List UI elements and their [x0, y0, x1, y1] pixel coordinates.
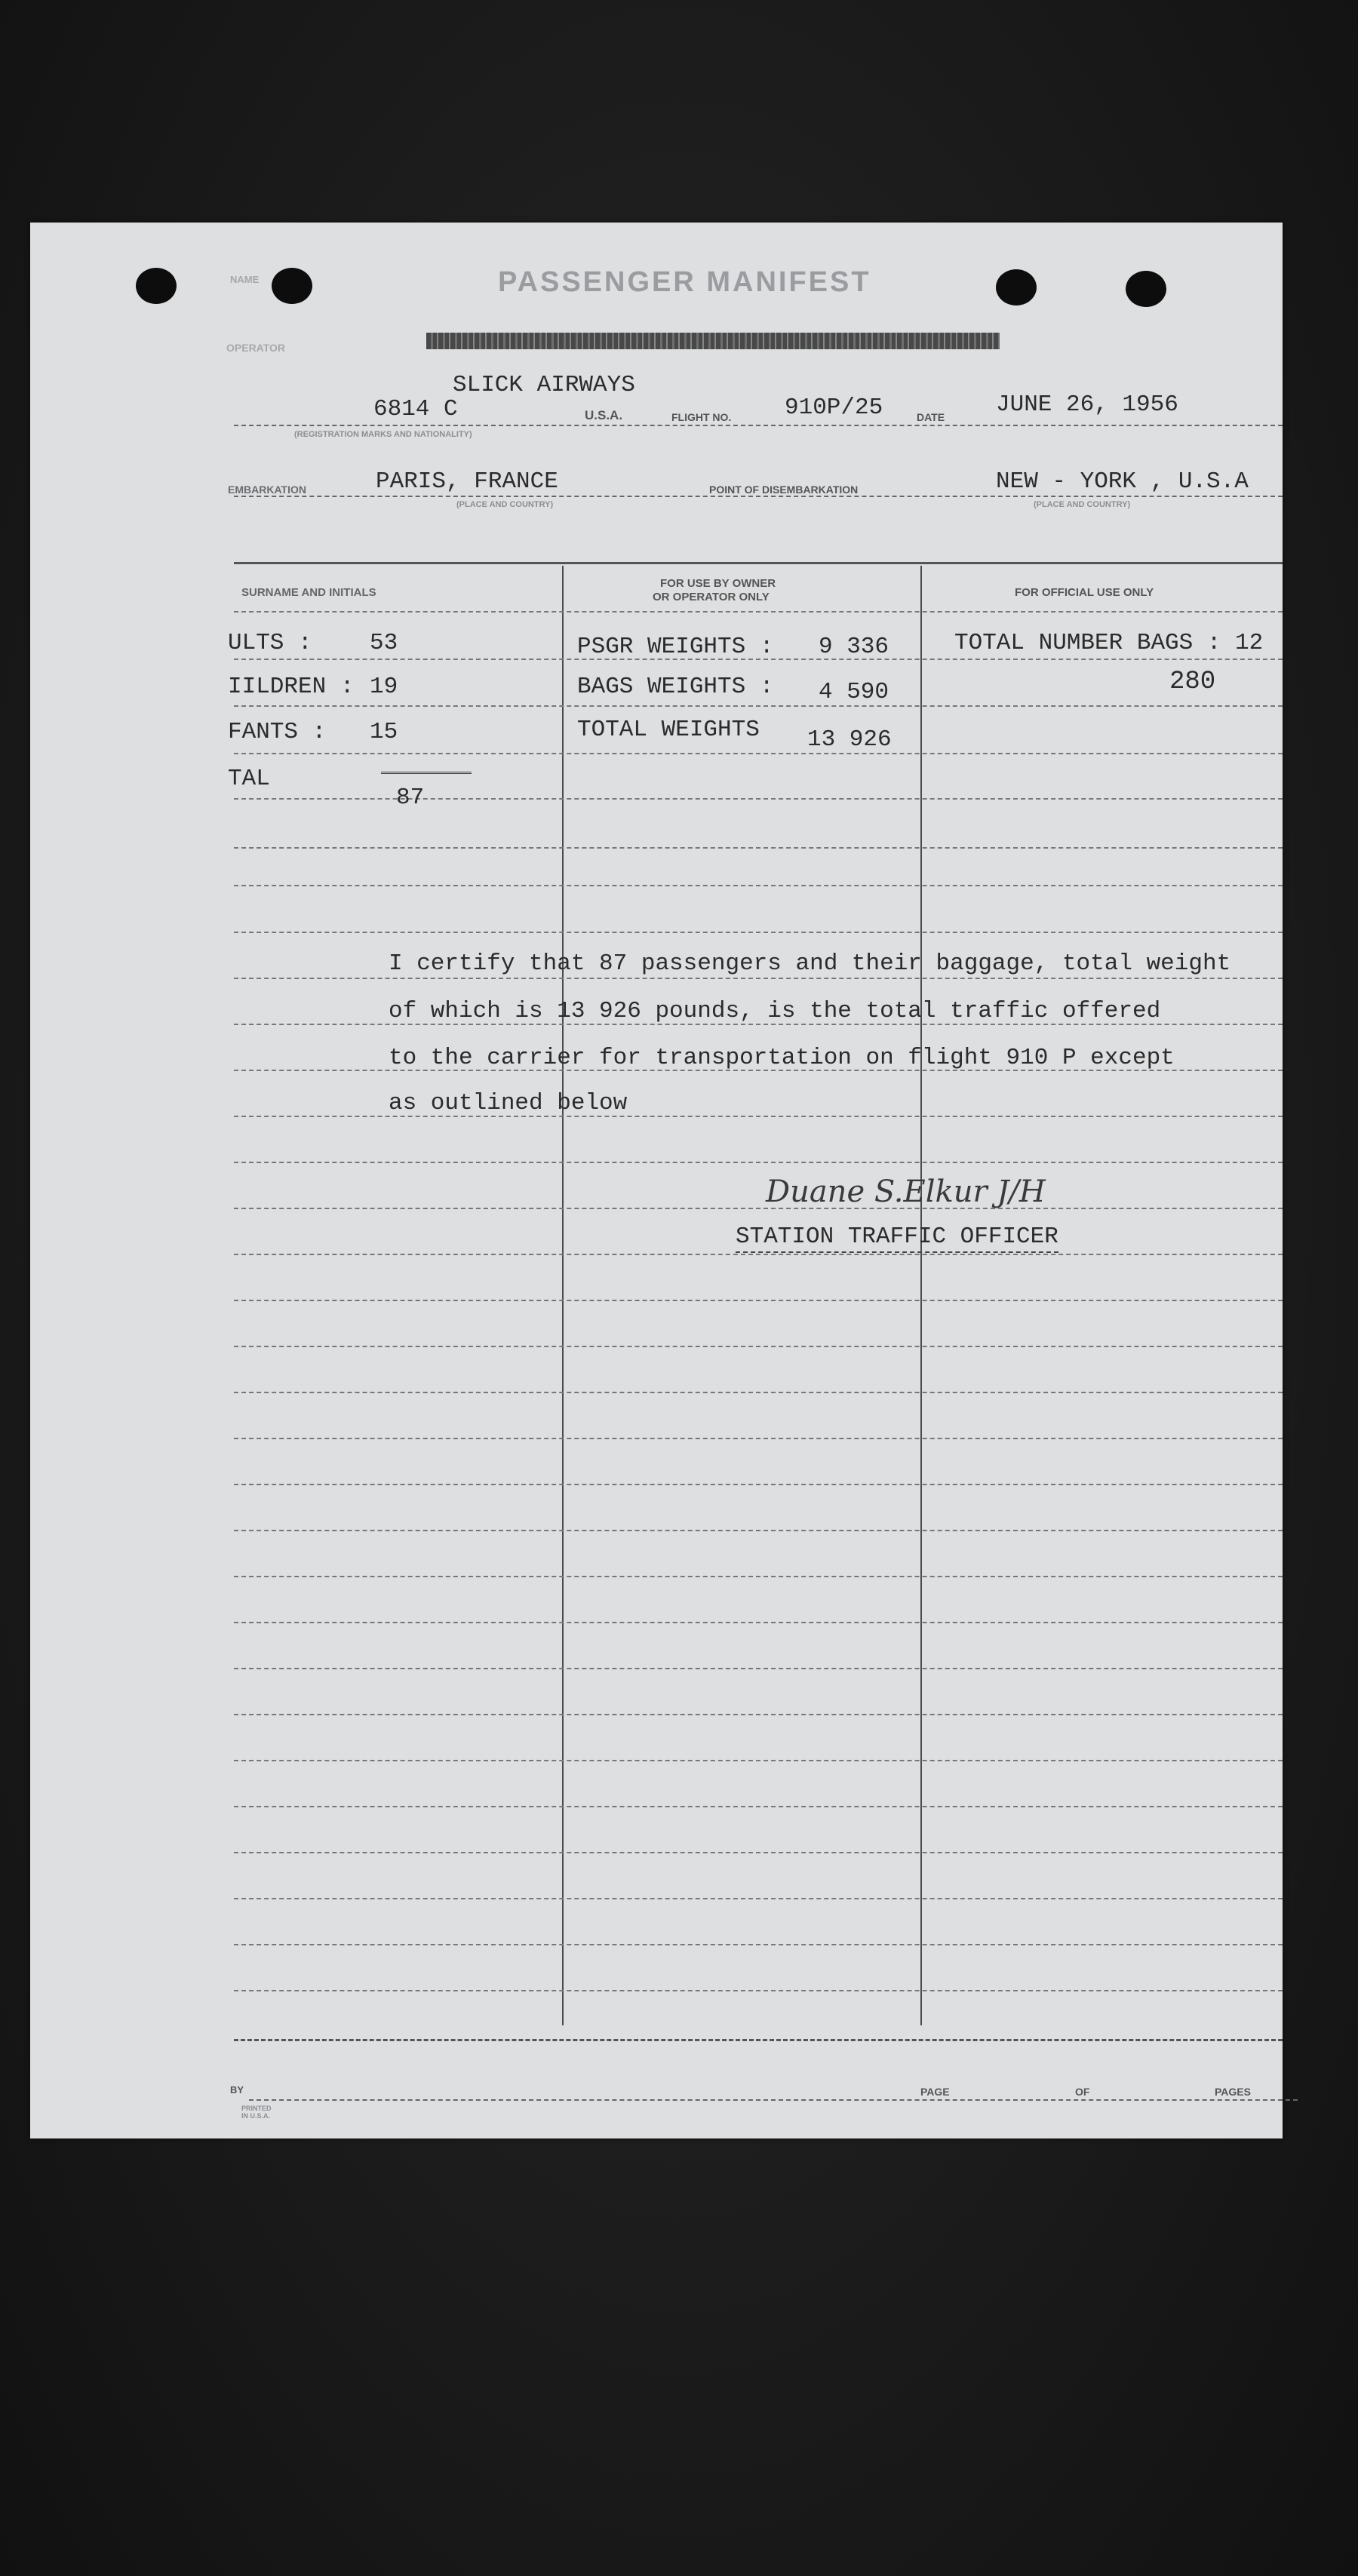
weight-label-passenger: PSGR WEIGHTS : — [577, 634, 774, 660]
embarkation-label: EMBARKATION — [228, 484, 306, 496]
table-top-rule — [234, 562, 1283, 564]
col-header-official: FOR OFFICIAL USE ONLY — [1015, 586, 1154, 599]
ruled-line — [234, 1806, 1283, 1807]
ruled-line — [234, 932, 1283, 933]
punch-hole-2 — [272, 268, 312, 304]
ruled-line — [234, 1438, 1283, 1439]
ruled-line — [234, 1944, 1283, 1945]
printed-stamp: PRINTED IN U.S.A. — [241, 2105, 272, 2120]
passenger-label-adults: ULTS : — [228, 630, 312, 656]
weight-value-total: 13 926 — [807, 726, 892, 753]
name-stub-label: NAME — [230, 274, 260, 285]
col-header-owner-1: FOR USE BY OWNER — [660, 577, 776, 590]
footer-signature-line — [249, 2099, 1298, 2101]
punch-hole-4 — [1126, 271, 1166, 307]
by-label: BY — [230, 2084, 244, 2095]
total-underline — [381, 772, 472, 774]
certification-line-4: as outlined below — [389, 1090, 628, 1116]
ruled-line — [234, 798, 1283, 800]
ruled-line — [234, 1990, 1283, 1991]
ruled-line — [234, 1392, 1283, 1393]
passenger-count-adults: 53 — [370, 630, 398, 656]
certification-line-2: of which is 13 926 pounds, is the total traffic offered — [389, 998, 1161, 1024]
pages-label: PAGES — [1215, 2086, 1251, 2098]
passenger-count-infants: 15 — [370, 719, 398, 745]
header-rule-1 — [234, 425, 1283, 426]
manifest-sheet — [30, 223, 1283, 2138]
form-title: PASSENGER MANIFEST — [498, 266, 871, 298]
ruled-line — [234, 1162, 1283, 1163]
page-label: PAGE — [920, 2086, 950, 2098]
registration-value: 6814 C — [373, 396, 458, 422]
col-header-names: SURNAME AND INITIALS — [241, 586, 376, 599]
officer-title: STATION TRAFFIC OFFICER — [736, 1224, 1058, 1253]
header-rule-2 — [234, 496, 1283, 497]
operator-name: SLICK AIRWAYS — [453, 372, 635, 398]
nationality-caption: (REGISTRATION MARKS AND NATIONALITY) — [294, 430, 472, 439]
punch-hole-3 — [996, 269, 1037, 305]
ruled-line — [234, 611, 1283, 613]
certification-line-1: I certify that 87 passengers and their baggage, total weight — [389, 950, 1231, 977]
struck-out-line — [426, 333, 1000, 349]
total-bags-label: TOTAL NUMBER BAGS : 12 — [954, 630, 1264, 656]
ruled-line — [234, 1484, 1283, 1485]
ruled-line — [234, 1714, 1283, 1715]
usa-label: U.S.A. — [585, 408, 623, 422]
date-label: DATE — [917, 411, 945, 423]
of-label: OF — [1075, 2086, 1090, 2098]
ruled-line — [234, 1576, 1283, 1577]
disembarkation-label: POINT OF DISEMBARKATION — [709, 484, 859, 496]
ruled-line — [234, 885, 1283, 886]
ruled-line — [234, 1760, 1283, 1761]
ruled-line — [234, 1254, 1283, 1255]
ruled-line — [234, 1346, 1283, 1347]
ruled-line — [234, 1208, 1283, 1209]
ruled-line — [234, 978, 1283, 979]
ruled-line — [234, 753, 1283, 754]
col-header-owner-2: OR OPERATOR ONLY — [653, 591, 770, 603]
weight-label-total: TOTAL WEIGHTS — [577, 717, 760, 743]
ruled-line — [234, 1530, 1283, 1531]
passenger-count-total: 87 — [396, 784, 425, 811]
flight-no-label: FLIGHT NO. — [671, 411, 732, 423]
ruled-line — [234, 705, 1283, 707]
place-country-caption-2: (PLACE AND COUNTRY) — [1034, 500, 1131, 509]
ruled-line — [234, 1898, 1283, 1899]
passenger-label-children: IILDREN : — [228, 674, 355, 700]
ruled-line — [234, 1300, 1283, 1301]
operator-label: OPERATOR — [226, 342, 286, 354]
total-bags-value: 280 — [1169, 668, 1216, 696]
certification-line-3: to the carrier for transportation on flight 910 P except — [389, 1045, 1175, 1071]
ruled-line — [234, 1622, 1283, 1623]
weight-value-passenger: 9 336 — [819, 634, 889, 660]
embarkation-value: PARIS, FRANCE — [376, 468, 558, 495]
ruled-line — [234, 1668, 1283, 1669]
ruled-line — [234, 847, 1283, 849]
officer-signature: Duane S.Elkur J/H — [766, 1174, 1046, 1209]
date-value: JUNE 26, 1956 — [996, 391, 1178, 418]
passenger-label-total: TAL — [228, 766, 270, 792]
passenger-label-infants: FANTS : — [228, 719, 327, 745]
ruled-line — [234, 1852, 1283, 1853]
place-country-caption-1: (PLACE AND COUNTRY) — [456, 500, 554, 509]
flight-no-value: 910P/25 — [785, 395, 883, 421]
weight-value-bags: 4 590 — [819, 679, 889, 705]
disembarkation-value: NEW - YORK , U.S.A — [996, 468, 1249, 495]
punch-hole-1 — [136, 268, 177, 304]
weight-label-bags: BAGS WEIGHTS : — [577, 674, 774, 700]
footer-rule — [234, 2039, 1283, 2041]
passenger-count-children: 19 — [370, 674, 398, 700]
